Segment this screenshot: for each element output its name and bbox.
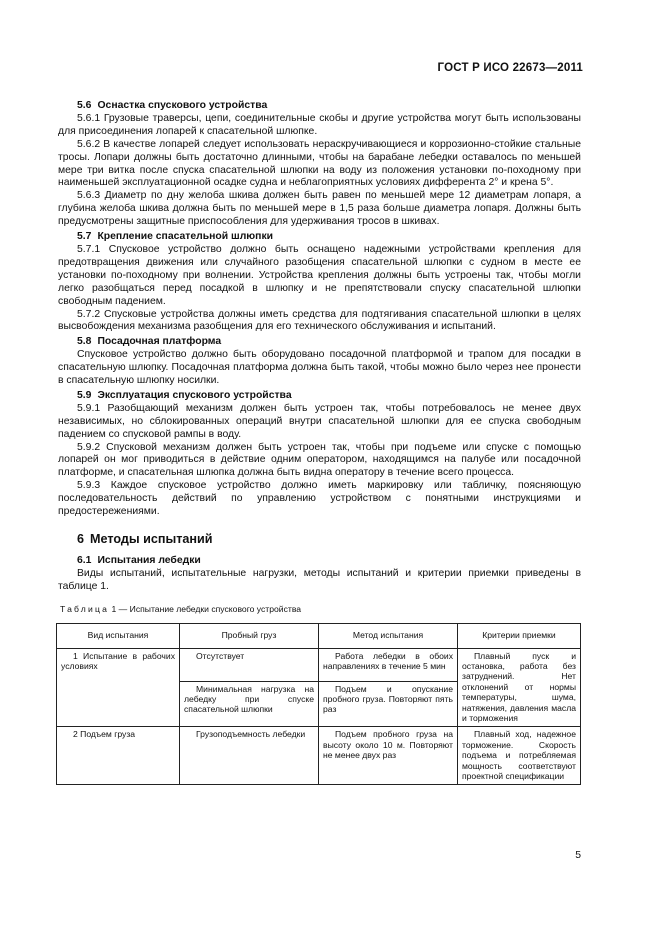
paragraph-5-8: Спусковое устройство должно быть оборудовано посадочной платформой и трапом для посадки в спасательную шлюпку. Посадочная платформа должна быть такой, чтобы можно было через нее пронести в спасательную шлюпку носилки. bbox=[58, 349, 581, 387]
table-row bbox=[57, 648, 581, 681]
subsection-heading-5-7: 5.7 Крепление спасательной шлюпки bbox=[77, 231, 274, 243]
cell-test-method: Подъем и опускание пробного груза. Повторяют пять раз bbox=[319, 681, 458, 727]
header-test-load: Пробный груз bbox=[180, 623, 319, 648]
cell-test-load: Отсутствует bbox=[180, 648, 319, 681]
document-header: ГОСТ Р ИСО 22673—2011 bbox=[437, 62, 583, 74]
table-row bbox=[57, 727, 581, 785]
paragraph-5-9-1: 5.9.1 Разобщающий механизм должен быть устроен так, чтобы потребовалось не менее двух независимых, но сблокированных операций внутри спасательной шлюпки для ее спуска свободным падением со спусковой рампы в воду. bbox=[58, 402, 581, 440]
paragraph-5-9-2: 5.9.2 Спусковой механизм должен быть устроен так, чтобы при подъеме или спуске с помощью лопарей он мог приводиться в действие одним оператором, находящимся на палубе или посадочной платформе, и спасательная шлюпка должна быть видна оператору в течение всего процесса. bbox=[58, 441, 581, 479]
cell-test-type: 2 Подъем груза bbox=[57, 727, 180, 785]
cell-acceptance-criteria: Плавный пуск и остановка, работа без затруднений. Нет отклонений от нормы температуры, шума, натяжения, давления масла и торможения bbox=[458, 648, 581, 727]
paragraph-5-7-2: 5.7.2 Спусковые устройства должны иметь средства для подтягивания спасательной шлюпки в целях высвобождения механизма разобщения для его технического обслуживания и испытаний. bbox=[58, 308, 581, 333]
subsection-heading-6-1: 6.1 Испытания лебедки bbox=[77, 554, 201, 566]
section-heading-6: 6 Методы испытаний bbox=[77, 532, 213, 546]
subsection-heading-5-8: 5.8 Посадочная платформа bbox=[77, 336, 222, 348]
table-header-row bbox=[57, 623, 581, 648]
cell-test-type: 1 Испытание в рабочих условиях bbox=[57, 648, 180, 727]
paragraph-5-6-2: 5.6.2 В качестве лопарей следует использовать нераскручивающиеся и коррозионно-стойкие стальные тросы. Лопари должны быть достаточно длинными, чтобы на барабане лебедки оставалось по меньшей мере три витка после спуска спасательной шлюпки на воду из положения установки по-походному при наименьшей эксплуатационной осадке судна и неблагоприятных условиях дифферента 2° и крена 5°. bbox=[58, 138, 581, 189]
cell-test-method: Работа лебедки в обоих направлениях в течение 5 мин bbox=[319, 648, 458, 681]
cell-test-load: Минимальная нагрузка на лебедку при спуске спасательной шлюпки bbox=[180, 681, 319, 727]
page-number: 5 bbox=[575, 850, 581, 861]
paragraph-6-1: Виды испытаний, испытательные нагрузки, методы испытаний и критерии приемки приведены в таблице 1. bbox=[58, 567, 581, 592]
paragraph-5-6-3: 5.6.3 Диаметр по дну желоба шкива должен быть равен по меньшей мере 12 диаметрам лопаря, а глубина желоба шкива должна быть по меньшей мере в 1,5 раза больше диаметра лопаря. Должны быть предусмотрены защитные приспособления для удерживания тросов в шкивах. bbox=[58, 190, 581, 228]
paragraph-5-6-1: 5.6.1 Грузовые траверсы, цепи, соединительные скобы и другие устройства могут быть использованы для присоединения лопарей к спасательной шлюпке. bbox=[58, 112, 581, 137]
table-caption: Таблица 1 — Испытание лебедки спускового устройства bbox=[60, 603, 302, 614]
header-test-type: Вид испытания bbox=[57, 623, 180, 648]
paragraph-5-7-1: 5.7.1 Спусковое устройство должно быть оснащено надежными устройствами крепления для предотвращения движения или случайного разобщения спасательной шлюпки с судном в месте ее установки по-походному при волнении. Устройства крепления должны быть устроены так, чтобы могли легко разобщаться перед посадкой в шлюпку и не препятствовали спуску спасательной шлюпки свободным падением. bbox=[58, 243, 581, 307]
cell-test-method: Подъем пробного груза на высоту около 10 м. Повторяют не менее двух раз bbox=[319, 727, 458, 785]
header-acceptance-criteria: Критерии приемки bbox=[458, 623, 581, 648]
paragraph-5-9-3: 5.9.3 Каждое спусковое устройство должно иметь маркировку или табличку, поясняющую последовательность действий по управлению устройством с понятными инструкциями и предостережениями. bbox=[58, 480, 581, 518]
cell-acceptance-criteria: Плавный ход, надежное торможение. Скорость подъема и потребляемая мощность соответствуют проектной спецификации bbox=[458, 727, 581, 785]
subsection-heading-5-9: 5.9 Эксплуатация спускового устройства bbox=[77, 389, 292, 401]
page-content bbox=[58, 98, 581, 785]
header-test-method: Метод испытания bbox=[319, 623, 458, 648]
subsection-heading-5-6: 5.6 Оснастка спускового устройства bbox=[77, 100, 268, 111]
cell-test-load: Грузоподъемность лебедки bbox=[180, 727, 319, 785]
winch-test-table bbox=[56, 623, 581, 786]
